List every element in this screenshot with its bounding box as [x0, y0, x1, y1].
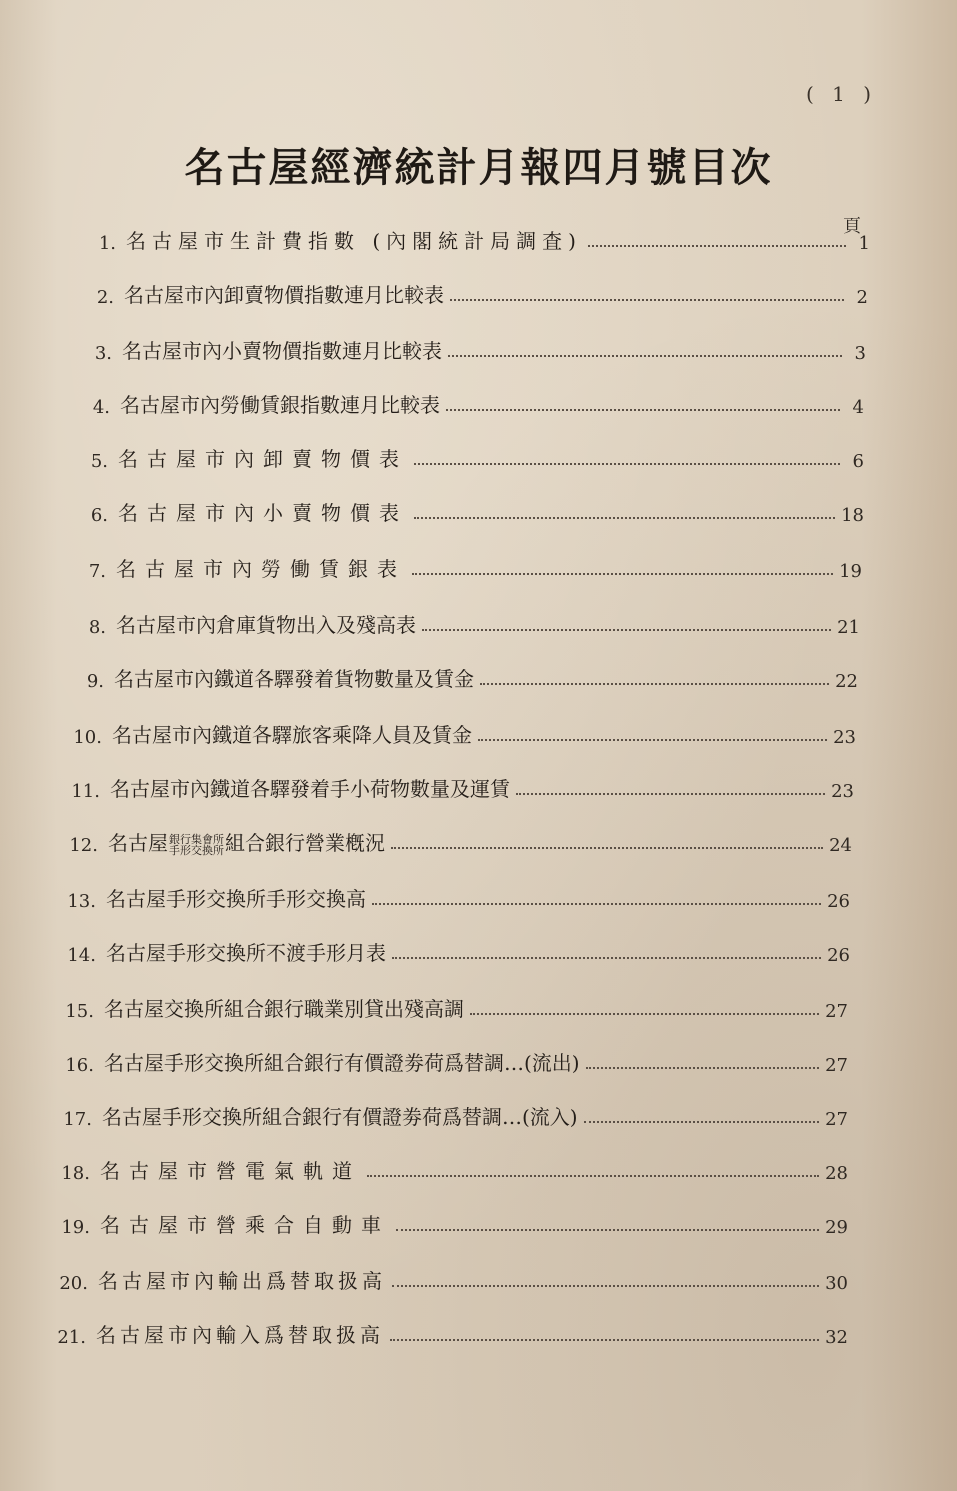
entry-title: 名古屋市內小賣物價表 [118, 501, 408, 525]
entry-title: 名古屋市內勞働賃銀指數連月比較表 [120, 393, 440, 417]
entry-number: 14. [67, 945, 96, 966]
entry-number: 5. [90, 451, 108, 472]
stacked-subtitle [169, 834, 224, 856]
leader-dots [584, 1120, 819, 1123]
leader-dots [446, 408, 840, 411]
entry-title: 名古屋市內倉庫貨物出入及殘高表 [116, 613, 416, 637]
entry-number: 13. [67, 891, 96, 912]
entry-page: 24 [829, 835, 852, 856]
toc-entry [52, 1258, 848, 1294]
toc-entry [78, 272, 868, 308]
leader-dots [391, 846, 823, 849]
toc-entry [60, 930, 850, 966]
toc-entry [68, 656, 858, 692]
leader-dots [396, 1228, 819, 1231]
entry-title: 名古屋市內小賣物價指數連月比較表 [122, 339, 442, 363]
entry-page: 23 [831, 781, 854, 802]
leader-dots [448, 354, 842, 357]
entry-title: 名古屋手形交換所不渡手形月表 [106, 941, 386, 965]
toc-entry [56, 1094, 848, 1130]
toc-entry [50, 1312, 848, 1348]
entry-page: 1 [858, 233, 870, 254]
entry-number: 20. [59, 1273, 88, 1294]
entry-title-suffix: 組合銀行營業槪況 [225, 831, 385, 855]
leader-dots [392, 956, 821, 959]
stacked-subtitle-bottom: 手形交換所 [169, 843, 224, 857]
entry-number: 4. [92, 397, 110, 418]
leader-dots [372, 902, 821, 905]
entry-title: 名古屋手形交換所手形交換高 [106, 887, 366, 911]
entry-number: 15. [65, 1001, 94, 1022]
toc-entry [58, 1040, 848, 1076]
entry-title: 名古屋交換所組合銀行職業別貸出殘高調 [104, 997, 464, 1021]
leader-dots [470, 1012, 819, 1015]
leader-dots [516, 792, 825, 795]
entry-number: 7. [88, 561, 106, 582]
toc-entry [62, 820, 852, 856]
entry-page: 29 [825, 1217, 848, 1238]
toc-entry [60, 876, 850, 912]
entry-number: 6. [90, 505, 108, 526]
entry-title: 名古屋市營電氣軌道 [100, 1159, 361, 1183]
toc-entry [70, 602, 860, 638]
toc-entry [74, 382, 864, 418]
entry-title: 名古屋市內輸出爲替取扱高 [98, 1269, 386, 1293]
entry-title: 名古屋市生計費指數 (內閣統計局調査) [126, 229, 582, 253]
entry-title: 名古屋手形交換所組合銀行有價證劵荷爲替調…(流出) [104, 1051, 580, 1075]
entry-title: 名古屋市內鐵道各驛發着手小荷物數量及運賃 [110, 777, 510, 801]
page-column-label: 頁 [843, 216, 861, 237]
entry-page: 30 [825, 1273, 848, 1294]
leader-dots [478, 738, 827, 741]
entry-page: 3 [854, 343, 866, 364]
entry-title: 名古屋市內輸入爲替取扱高 [96, 1323, 384, 1347]
toc-entry [76, 328, 866, 364]
entry-number: 1. [98, 233, 116, 254]
entry-number: 18. [61, 1163, 90, 1184]
entry-page: 6 [852, 451, 864, 472]
entry-page: 28 [825, 1163, 848, 1184]
entry-page: 26 [827, 945, 850, 966]
entry-number: 21. [57, 1327, 86, 1348]
entry-page: 18 [841, 505, 864, 526]
entry-page: 19 [839, 561, 862, 582]
entry-title: 名古屋市營乘合自動車 [100, 1213, 390, 1237]
entry-number: 9. [86, 671, 104, 692]
leader-dots [588, 244, 846, 247]
toc-entry [64, 766, 854, 802]
entry-page: 26 [827, 891, 850, 912]
entry-number: 16. [65, 1055, 94, 1076]
leader-dots [586, 1066, 819, 1069]
leader-dots [390, 1338, 819, 1341]
entry-number: 12. [69, 835, 98, 856]
entry-number: 8. [88, 617, 106, 638]
leader-dots [422, 628, 831, 631]
leader-dots [367, 1174, 819, 1177]
entry-number: 17. [63, 1109, 92, 1130]
entry-number: 3. [94, 343, 112, 364]
entry-page: 27 [825, 1109, 848, 1130]
page-title: 名古屋經濟統計月報四月號目次 [184, 144, 773, 191]
page-number: ( 1 ) [805, 82, 877, 106]
toc-entry [72, 436, 864, 472]
entry-number: 10. [73, 727, 102, 748]
leader-dots [480, 682, 829, 685]
entry-title: 名古屋市內卸賣物價指數連月比較表 [124, 283, 444, 307]
leader-dots [412, 572, 833, 575]
entry-title: 名古屋市內勞働賃銀表 [116, 557, 406, 581]
toc-entry [72, 490, 864, 526]
toc-entry [54, 1148, 848, 1184]
entry-page: 23 [833, 727, 856, 748]
entry-page: 2 [856, 287, 868, 308]
leader-dots [450, 298, 844, 301]
entry-page: 22 [835, 671, 858, 692]
entry-title-prefix: 名古屋 [108, 831, 168, 855]
stacked-subtitle-top: 銀行集會所 [169, 832, 224, 846]
entry-page: 27 [825, 1055, 848, 1076]
entry-title [108, 827, 385, 856]
entry-page: 27 [825, 1001, 848, 1022]
toc-entry [80, 218, 870, 254]
entry-number: 19. [61, 1217, 90, 1238]
entry-number: 2. [96, 287, 114, 308]
leader-dots [392, 1284, 819, 1287]
entry-title: 名古屋手形交換所組合銀行有價證劵荷爲替調…(流入) [102, 1105, 578, 1129]
toc-entry [58, 986, 848, 1022]
entry-page: 21 [837, 617, 860, 638]
entry-page: 4 [852, 397, 864, 418]
toc-entry [66, 712, 856, 748]
entry-title: 名古屋市內鐵道各驛旅客乘降人員及賃金 [112, 723, 472, 747]
entry-number: 11. [71, 781, 100, 802]
leader-dots [414, 462, 840, 465]
entry-title: 名古屋市內卸賣物價表 [118, 447, 408, 471]
toc-entry [54, 1202, 848, 1238]
leader-dots [414, 516, 835, 519]
entry-page: 32 [825, 1327, 848, 1348]
entry-title: 名古屋市內鐵道各驛發着貨物數量及賃金 [114, 667, 474, 691]
toc-entry [70, 546, 862, 582]
